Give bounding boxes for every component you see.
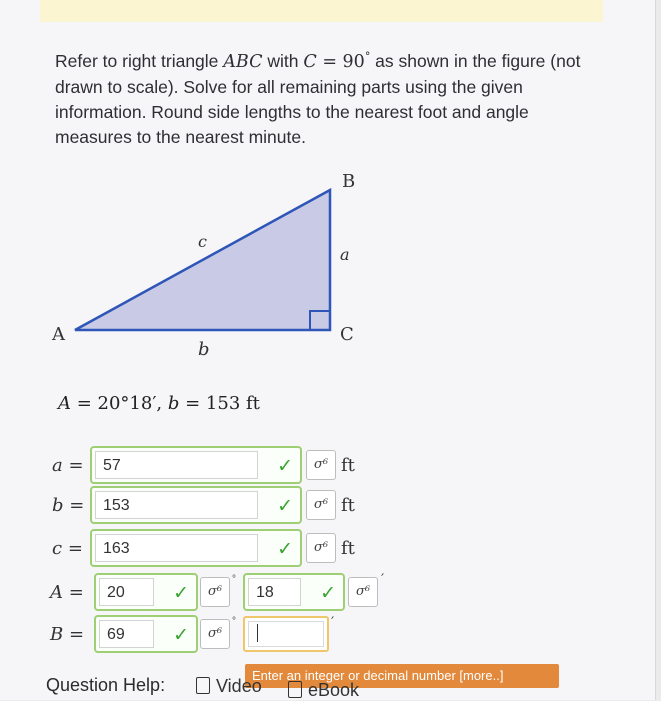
answer-field-angle-a-degrees[interactable]	[94, 573, 198, 611]
answer-label-angle-b: B =	[50, 624, 85, 645]
answer-input-angle-a-degrees[interactable]: 20	[99, 578, 154, 606]
answer-field-c[interactable]	[90, 529, 302, 567]
check-icon: ✓	[277, 538, 293, 560]
question-prompt: Refer to right triangle ABC with C = 90° as shown in the figure (not drawn to scale). Solve for all remaining parts using the given information. Round side lengths to the nearest foot and angle measures to the nearest minute.	[55, 50, 581, 147]
degree-mark: °	[232, 616, 236, 627]
degree-mark: °	[232, 574, 236, 585]
check-icon: ✓	[277, 495, 293, 517]
ebook-link[interactable]: eBook	[288, 680, 359, 701]
video-link[interactable]: Video	[196, 676, 262, 697]
question-help-label: Question Help:	[46, 675, 166, 695]
answer-input-c[interactable]: 163	[95, 534, 258, 562]
answer-input-b[interactable]: 153	[95, 491, 258, 519]
answer-label-b: b =	[52, 495, 85, 516]
unit-c: ft	[341, 538, 355, 559]
answer-label-c: c =	[52, 538, 83, 559]
side-label-a: a	[340, 245, 350, 264]
formula-button-a[interactable]: σ⁶	[306, 450, 336, 480]
answer-input-angle-b-degrees[interactable]: 69	[99, 620, 154, 648]
answer-field-angle-b-minutes[interactable]	[243, 616, 329, 652]
given-values: A = 20°18′, b = 153 ft	[58, 393, 260, 414]
unit-b: ft	[341, 495, 355, 516]
document-icon	[196, 677, 210, 694]
answer-label-angle-a: A =	[50, 582, 84, 603]
check-icon: ✓	[277, 455, 293, 477]
side-label-b: b	[198, 339, 210, 360]
check-icon: ✓	[173, 582, 189, 604]
answer-field-a[interactable]	[90, 446, 302, 484]
vertex-label-c: C	[340, 324, 354, 345]
formula-button-angle-a-degrees[interactable]: σ⁶	[200, 577, 230, 607]
triangle-figure	[40, 165, 380, 360]
vertex-label-b: B	[342, 171, 356, 192]
vertex-label-a: A	[52, 324, 65, 345]
top-banner	[40, 0, 603, 22]
side-label-c: c	[198, 232, 207, 251]
formula-button-c[interactable]: σ⁶	[306, 533, 336, 563]
answer-input-angle-a-minutes[interactable]: 18	[248, 578, 301, 606]
check-icon: ✓	[320, 582, 336, 604]
formula-button-angle-a-minutes[interactable]: σ⁶	[348, 577, 378, 607]
minute-mark: ′	[381, 572, 385, 588]
answer-field-angle-b-degrees[interactable]	[94, 615, 198, 653]
check-icon: ✓	[173, 624, 189, 646]
answer-field-b[interactable]	[90, 486, 302, 524]
text-cursor	[257, 624, 258, 642]
answer-label-a: a =	[52, 455, 84, 476]
minute-mark: ′	[331, 615, 335, 631]
formula-button-b[interactable]: σ⁶	[306, 490, 336, 520]
answer-field-angle-a-minutes[interactable]	[243, 573, 345, 611]
unit-a: ft	[341, 455, 355, 476]
book-icon	[288, 681, 302, 698]
answer-input-a[interactable]: 57	[95, 451, 258, 479]
triangle-shape	[75, 190, 330, 330]
answer-input-angle-b-minutes[interactable]	[248, 621, 324, 647]
formula-button-angle-b-degrees[interactable]: σ⁶	[200, 619, 230, 649]
input-hint-tooltip: Enter an integer or decimal number [more..]	[245, 664, 559, 688]
